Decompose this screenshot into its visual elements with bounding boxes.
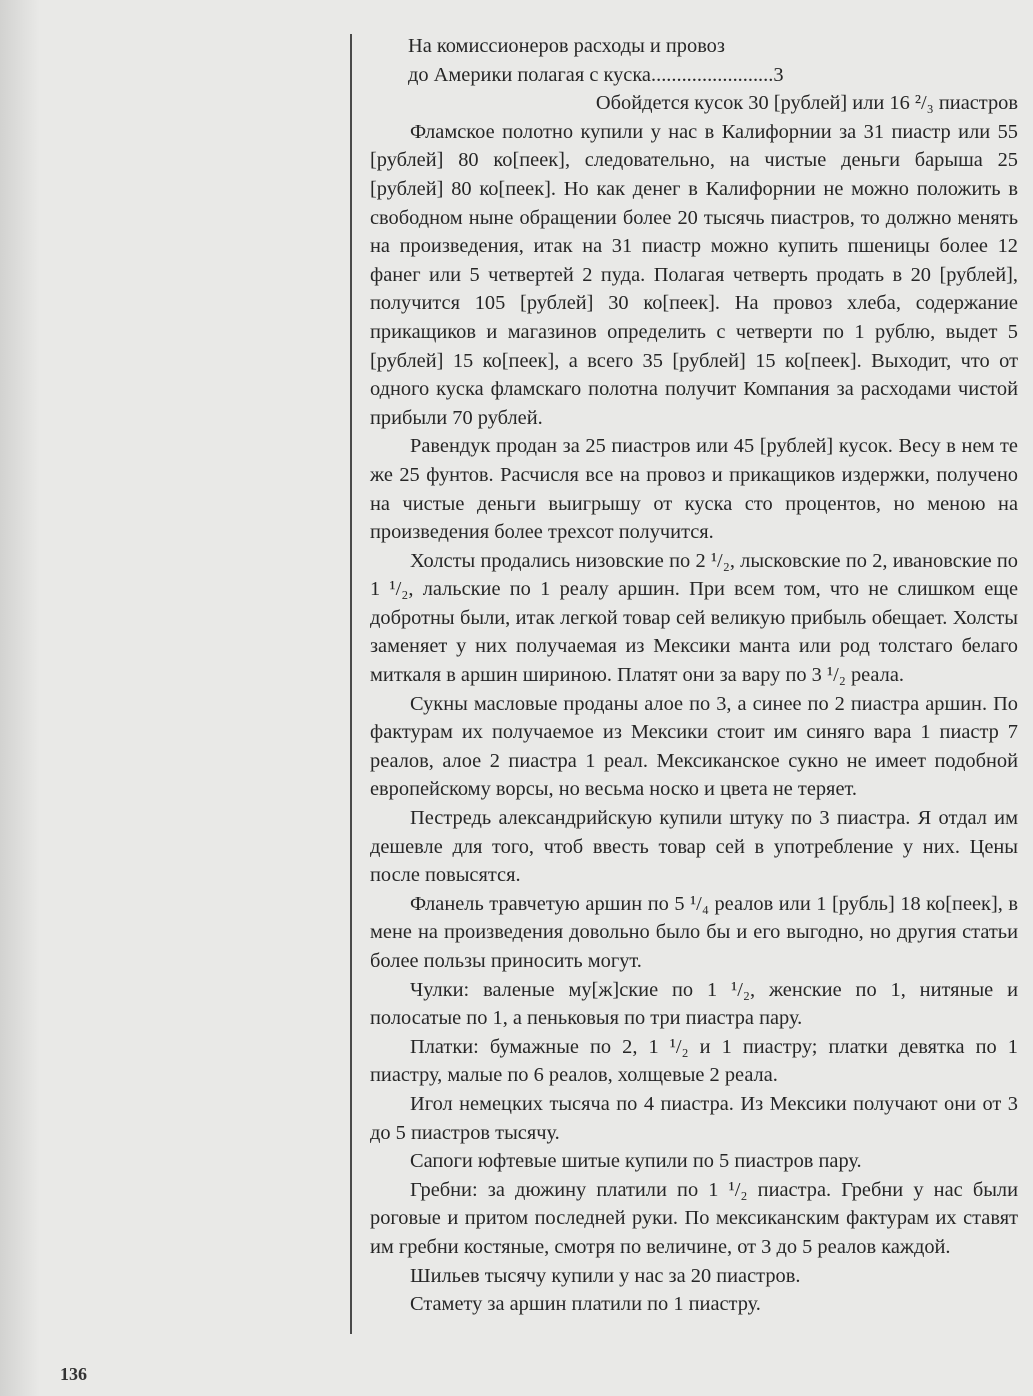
paragraph: Холсты продались низовские по 2 ¹/₂, лысковские по 2, ивановские по 1 ¹/₂, лальские по 1 реалу аршин. При всем том, что не слишком еще добротны были, итак легкой товар сей великую прибыль обещает. Холсты заменяет у них получаемая из Мексики манта или род толстаго белаго миткаля в аршин шириною. Платят они за вару по 3 ¹/₂ реала. xyxy=(370,549,1018,687)
paragraph: Шильев тысячу купили у нас за 20 пиастров. xyxy=(410,1264,801,1287)
page-text xyxy=(370,32,1018,1319)
page-number: 136 xyxy=(60,1364,87,1384)
paragraph: Стамету за аршин платили по 1 пиастру. xyxy=(410,1293,761,1316)
paragraph: Фланель травчетую аршин по 5 ¹/₄ реалов или 1 [рубль] 18 ко[пеек], в мене на произведения довольно было бы и его выгодно, но другия статьи более пользы приносить могут. xyxy=(370,892,1018,972)
commission-value: 3 xyxy=(773,63,784,86)
commission-line-1: На комиссионеров расходы и провоз xyxy=(408,35,725,57)
cost-line: Обойдется кусок 30 [рублей] или 16 ²/₃ пиастров xyxy=(595,92,1018,115)
paragraph: Равендук продан за 25 пиастров или 45 [рублей] кусок. Весу в нем те же 25 фунтов. Расчисля все на провоз и прикащиков издержки, получено на чистые деньги выигрышу от куска сто процентов, но меною на произведения более трехсот получится. xyxy=(370,435,1018,544)
paragraph: Платки: бумажные по 2, 1 ¹/₂ и 1 пиастру; платки девятка по 1 пиастру, малые по 6 реалов, холщевые 2 реала. xyxy=(370,1035,1018,1087)
paragraph: Гребни: за дюжину платили по 1 ¹/₂ пиастра. Гребни у нас были роговые и притом последней руки. По мексиканским фактурам их ставят им гребни костяные, смотря по величине, от 3 до 5 реалов каждой. xyxy=(370,1178,1018,1258)
commission-leader-dots: ........................ xyxy=(651,63,774,86)
paragraph: Чулки: валеные му[ж]ские по 1 ¹/₂, женские по 1, нитяные и полосатые по 1, а пеньковыя по три пиастра пару. xyxy=(370,978,1018,1030)
margin-rule xyxy=(350,34,352,1334)
commission-line-2-text: до Америки полагая с куска xyxy=(408,63,651,86)
paragraph: Фламское полотно купили у нас в Калифорнии за 31 пиастр или 55 [рублей] 80 ко[пеек], следовательно, на чистые деньги барыша 25 [рублей] 80 ко[пеек]. Но как денег в Калифорнии не можно положить в свободном ныне обращении более 20 тысячь пиастров, то должно менять на произведения, итак на 31 пиастр можно купить пшеницы более 12 фанег или 5 четвертей 2 пуда. Полагая четверть продать в 20 [рублей], получится 105 [рублей] 30 ко[пеек]. На провоз хлеба, содержание прикащиков и магазинов определить с четверти по 1 рублю, выдет 5 [рублей] 15 ко[пеек], а всего 35 [рублей] 15 ко[пеек]. Выходит, что от одного куска фламскаго полотна получит Компания за расходами чистой прибыли 70 рублей. xyxy=(370,120,1018,429)
paragraph: Пестредь александрийскую купили штуку по 3 пиастра. Я отдал им дешевле для того, чтоб ввесть товар сей в употребление у них. Цены после повысятся. xyxy=(370,807,1018,887)
page-edge-shadow xyxy=(0,0,40,1396)
commission-line-2 xyxy=(408,61,1018,90)
paragraph: Игол немецких тысяча по 4 пиастра. Из Мексики получают они от 3 до 5 пиастров тысячу. xyxy=(370,1092,1018,1144)
paragraph: Сукны масловые проданы алое по 3, а синее по 2 пиастра аршин. По фактурам их получаемое из Мексики стоит им синяго вара 1 пиастр 7 реалов, алое 2 пиастра 1 реал. Мексиканское сукно не имеет подобной европейскому ворсы, но весьма носко и цвета не теряет. xyxy=(370,692,1018,801)
commission-entry xyxy=(370,32,1018,89)
paragraph: Сапоги юфтевые шитые купили по 5 пиастров пару. xyxy=(410,1150,862,1173)
